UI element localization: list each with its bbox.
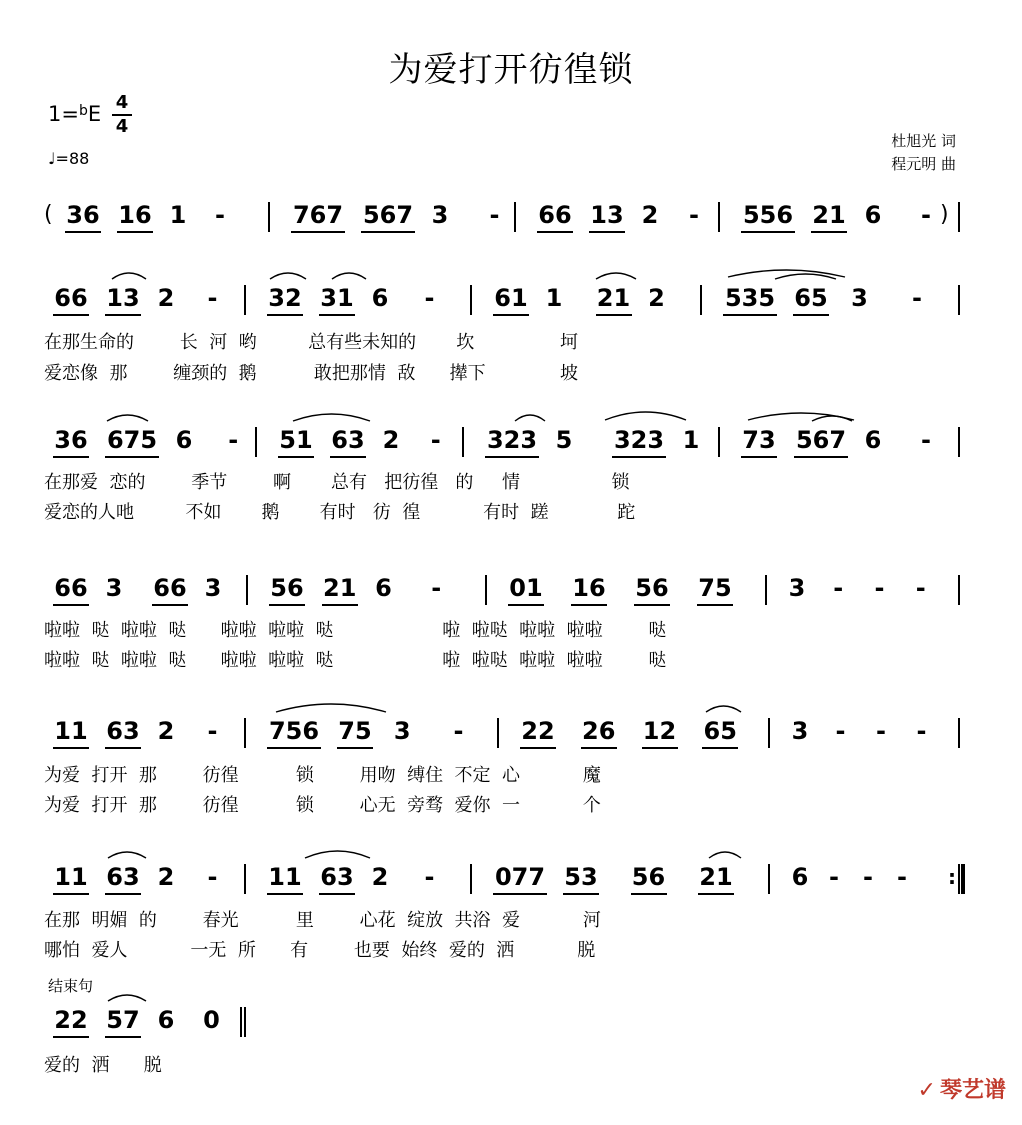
note-group: 56 [631,863,666,891]
beam-underline [493,893,547,895]
note-group: 11 [54,863,88,891]
beam-underline [634,604,670,606]
lyric-line: 在那生命的 长 河 哟 总有些未知的 坎 坷 [44,332,579,353]
dash-extension: - [921,201,931,229]
note-group: 36 [54,426,88,454]
beam-underline [269,604,305,606]
slur-arc [812,416,852,421]
song-title: 为爱打开彷徨锁 [388,50,634,90]
bar-line [470,285,472,315]
beam-underline [741,231,795,233]
note-group: 75 [338,717,372,745]
beam-underline [741,456,777,458]
dash-extension: - [228,426,239,454]
note-group: 3 [204,574,222,602]
lyric-line: 啦啦 哒 啦啦 哒 啦啦 啦啦 哒 啦 啦哒 啦啦 啦啦 哒 [44,620,667,641]
beam-underline [337,747,373,749]
score-line [0,283,1022,403]
dash-extension: - [430,426,441,454]
score-line [0,425,1022,545]
beam-underline [642,747,678,749]
lyric-line: 为爱 打开 那 彷徨 锁 用吻 缚住 不定 心 魔 [44,765,601,786]
beam-underline [322,604,358,606]
beam-underline [589,231,625,233]
quarter-note-icon: ♩ [48,149,56,168]
dash-extension: - [876,717,886,745]
bar-line [958,864,965,894]
dash-extension: - [863,863,873,891]
note-group: 56 [270,574,304,602]
composer-credit: 程元明 曲 [891,155,956,173]
note-group: 675 [106,426,158,454]
bar-line [768,864,770,894]
dash-extension: - [921,426,931,454]
bar-line [958,202,960,232]
note-group: 567 [362,201,414,229]
slur-arc [706,706,741,712]
site-logo: ✓ 琴艺谱 [917,1078,1006,1103]
beam-underline [794,456,848,458]
bar-line [768,718,770,748]
beam-underline [723,314,777,316]
note-group: 31 [320,284,354,312]
beam-underline [65,231,101,233]
note-group: 3 [791,717,809,745]
lyric-line: 在那爱 恋的 季节 啊 总有 把彷徨 的 情 锁 [44,472,630,493]
note-group: 6 [175,426,193,454]
logo-mark-icon: ✓ [917,1078,936,1103]
note-group: 6 [864,201,882,229]
beam-underline [105,314,141,316]
note-group: 2 [371,863,389,891]
beam-underline [631,893,667,895]
note-group: 61 [494,284,528,312]
note-group: 6 [864,426,882,454]
dash-extension: - [207,284,218,312]
note-group: 51 [279,426,313,454]
slur-arc [709,852,741,858]
note-group: 2 [648,284,665,312]
score-line [0,573,1022,693]
slur-arc [293,414,370,421]
note-group: 63 [320,863,354,891]
beam-underline [330,456,366,458]
open-paren: ( [44,202,53,227]
beam-underline [571,604,607,606]
bar-line [462,427,464,457]
lyric-line: 啦啦 哒 啦啦 哒 啦啦 啦啦 哒 啦 啦哒 啦啦 啦啦 哒 [44,650,667,671]
note-group: 22 [54,1006,88,1034]
bar-line [497,718,499,748]
beam-underline [520,747,556,749]
note-group: 13 [590,201,624,229]
bar-line [700,285,702,315]
beam-underline [537,231,573,233]
note-group: 556 [742,201,794,229]
dash-extension: - [829,863,839,891]
note-group: 3 [788,574,806,602]
dash-extension: - [424,863,435,891]
bar-line [485,575,487,605]
beam-underline [485,456,539,458]
slur-arc [107,415,148,421]
note-group: 323 [613,426,665,454]
bar-line [244,285,246,315]
note-group: 6 [375,574,392,602]
beam-underline [291,231,345,233]
bar-line [958,575,960,605]
note-group: 0 [203,1006,220,1034]
key-signature: 1=$^b$E [48,102,102,126]
close-paren: ) [940,202,949,227]
note-group: 756 [268,717,320,745]
beam-underline [53,1036,89,1038]
note-group: 567 [795,426,847,454]
dash-extension: - [874,574,885,602]
beam-underline [493,314,529,316]
note-group: 1 [169,201,187,229]
bar-line [958,427,960,457]
note-group: 63 [106,863,140,891]
beam-underline [53,604,89,606]
beam-underline [267,893,303,895]
note-group: 66 [54,574,88,602]
lyric-line: 在那 明媚 的 春光 里 心花 绽放 共浴 爱 河 [44,910,601,931]
beam-underline [53,893,89,895]
note-group: 6 [371,284,389,312]
beam-underline [105,456,159,458]
note-group: 56 [635,574,669,602]
dash-extension: - [207,717,218,745]
note-group: 65 [703,717,737,745]
tempo-marking: ♩=88 [48,149,90,168]
dash-extension: - [835,717,846,745]
dash-extension: - [897,863,907,891]
lyric-line: 哪怕 爱人 一无 所 有 也要 始终 爱的 洒 脱 [44,940,596,961]
lyric-line: 爱的 洒 脱 [44,1055,162,1076]
score-line [0,716,1022,836]
repeat-dots: : [948,865,956,889]
note-group: 57 [106,1006,140,1034]
lyric-line: 爱恋像 那 缠颈的 鹅 敢把那情 敌 撵下 坡 [44,363,579,384]
dash-extension: - [431,574,442,602]
bar-line [958,285,960,315]
dash-extension: - [916,717,927,745]
note-group: 21 [596,284,631,312]
slur-arc [515,415,545,421]
bar-line [470,864,472,894]
note-group: 11 [268,863,302,891]
lyricist-credit: 杜旭光 词 [891,132,956,150]
dash-extension: - [689,201,699,229]
note-group: 73 [742,426,776,454]
beam-underline [53,314,89,316]
beam-underline [267,314,303,316]
dash-extension: - [833,574,844,602]
dash-extension: - [489,201,500,229]
ending-label: 结束句 [48,977,94,995]
note-group: 16 [118,201,152,229]
note-group: 2 [157,717,175,745]
note-group: 2 [157,284,175,312]
note-group: 66 [54,284,88,312]
note-group: 12 [642,717,677,745]
lyric-line: 爱恋的人吔 不如 鹅 有时 彷 徨 有时 蹉 跎 [44,502,636,523]
score-line [0,1005,1022,1125]
note-group: 3 [105,574,123,602]
note-group: 53 [564,863,598,891]
note-group: 2 [157,863,175,891]
bar-line [765,575,767,605]
note-group: 63 [331,426,365,454]
note-group: 36 [66,201,100,229]
slur-arc [276,704,386,712]
dash-extension: - [915,574,926,602]
beam-underline [319,893,355,895]
beam-underline [793,314,829,316]
note-group: 21 [699,863,733,891]
note-group: 2 [641,201,659,229]
bar-line [514,202,516,232]
slur-arc [605,412,686,420]
dash-extension: - [215,201,225,229]
beam-underline [278,456,314,458]
score-line [0,862,1022,982]
note-group: 13 [106,284,140,312]
bar-line [958,718,960,748]
note-group: 11 [54,717,88,745]
bar-line [255,427,257,457]
beam-underline [53,747,89,749]
note-group: 535 [724,284,776,312]
beam-underline [581,747,617,749]
note-group: 21 [323,574,357,602]
note-group: 75 [698,574,732,602]
beam-underline [117,231,153,233]
slur-arc [748,413,854,420]
beam-underline [508,604,544,606]
beam-underline [105,1036,141,1038]
beam-underline [702,747,738,749]
note-group: 767 [292,201,344,229]
lyric-line: 为爱 打开 那 彷徨 锁 心无 旁骛 爱你 一 个 [44,795,601,816]
beam-underline [105,893,141,895]
note-group: 3 [431,201,449,229]
note-group: 32 [268,284,302,312]
beam-underline [53,456,89,458]
note-group: 077 [494,863,546,891]
note-group: 5 [555,426,573,454]
note-group: 3 [851,284,868,312]
beam-underline [811,231,847,233]
slur-arc [305,851,370,858]
bar-line [240,1007,246,1037]
dash-extension: - [207,863,218,891]
beam-underline [612,456,666,458]
dash-extension: - [912,284,922,312]
note-group: 66 [153,574,187,602]
bar-line [268,202,270,232]
note-group: 16 [572,574,606,602]
bar-line [718,202,720,232]
time-signature: 4 4 [112,93,132,137]
note-group: 65 [794,284,828,312]
beam-underline [105,747,141,749]
beam-underline [152,604,188,606]
note-group: 1 [545,284,563,312]
beam-underline [361,231,415,233]
dash-extension: - [424,284,435,312]
slur-arc [108,995,146,1001]
beam-underline [267,747,321,749]
note-group: 21 [812,201,846,229]
note-group: 323 [486,426,538,454]
beam-underline [563,893,599,895]
beam-underline [697,604,733,606]
note-group: 22 [521,717,555,745]
bar-line [246,575,248,605]
bar-line [718,427,720,457]
note-group: 2 [382,426,400,454]
note-group: 01 [509,574,543,602]
note-group: 63 [106,717,140,745]
slur-arc [108,852,146,858]
beam-underline [698,893,734,895]
beam-underline [596,314,632,316]
note-group: 6 [791,863,809,891]
note-group: 66 [538,201,572,229]
dash-extension: - [453,717,464,745]
bar-line [244,864,246,894]
bar-line [244,718,246,748]
note-group: 1 [682,426,700,454]
note-group: 3 [393,717,411,745]
beam-underline [319,314,355,316]
note-group: 26 [582,717,616,745]
note-group: 6 [157,1006,175,1034]
